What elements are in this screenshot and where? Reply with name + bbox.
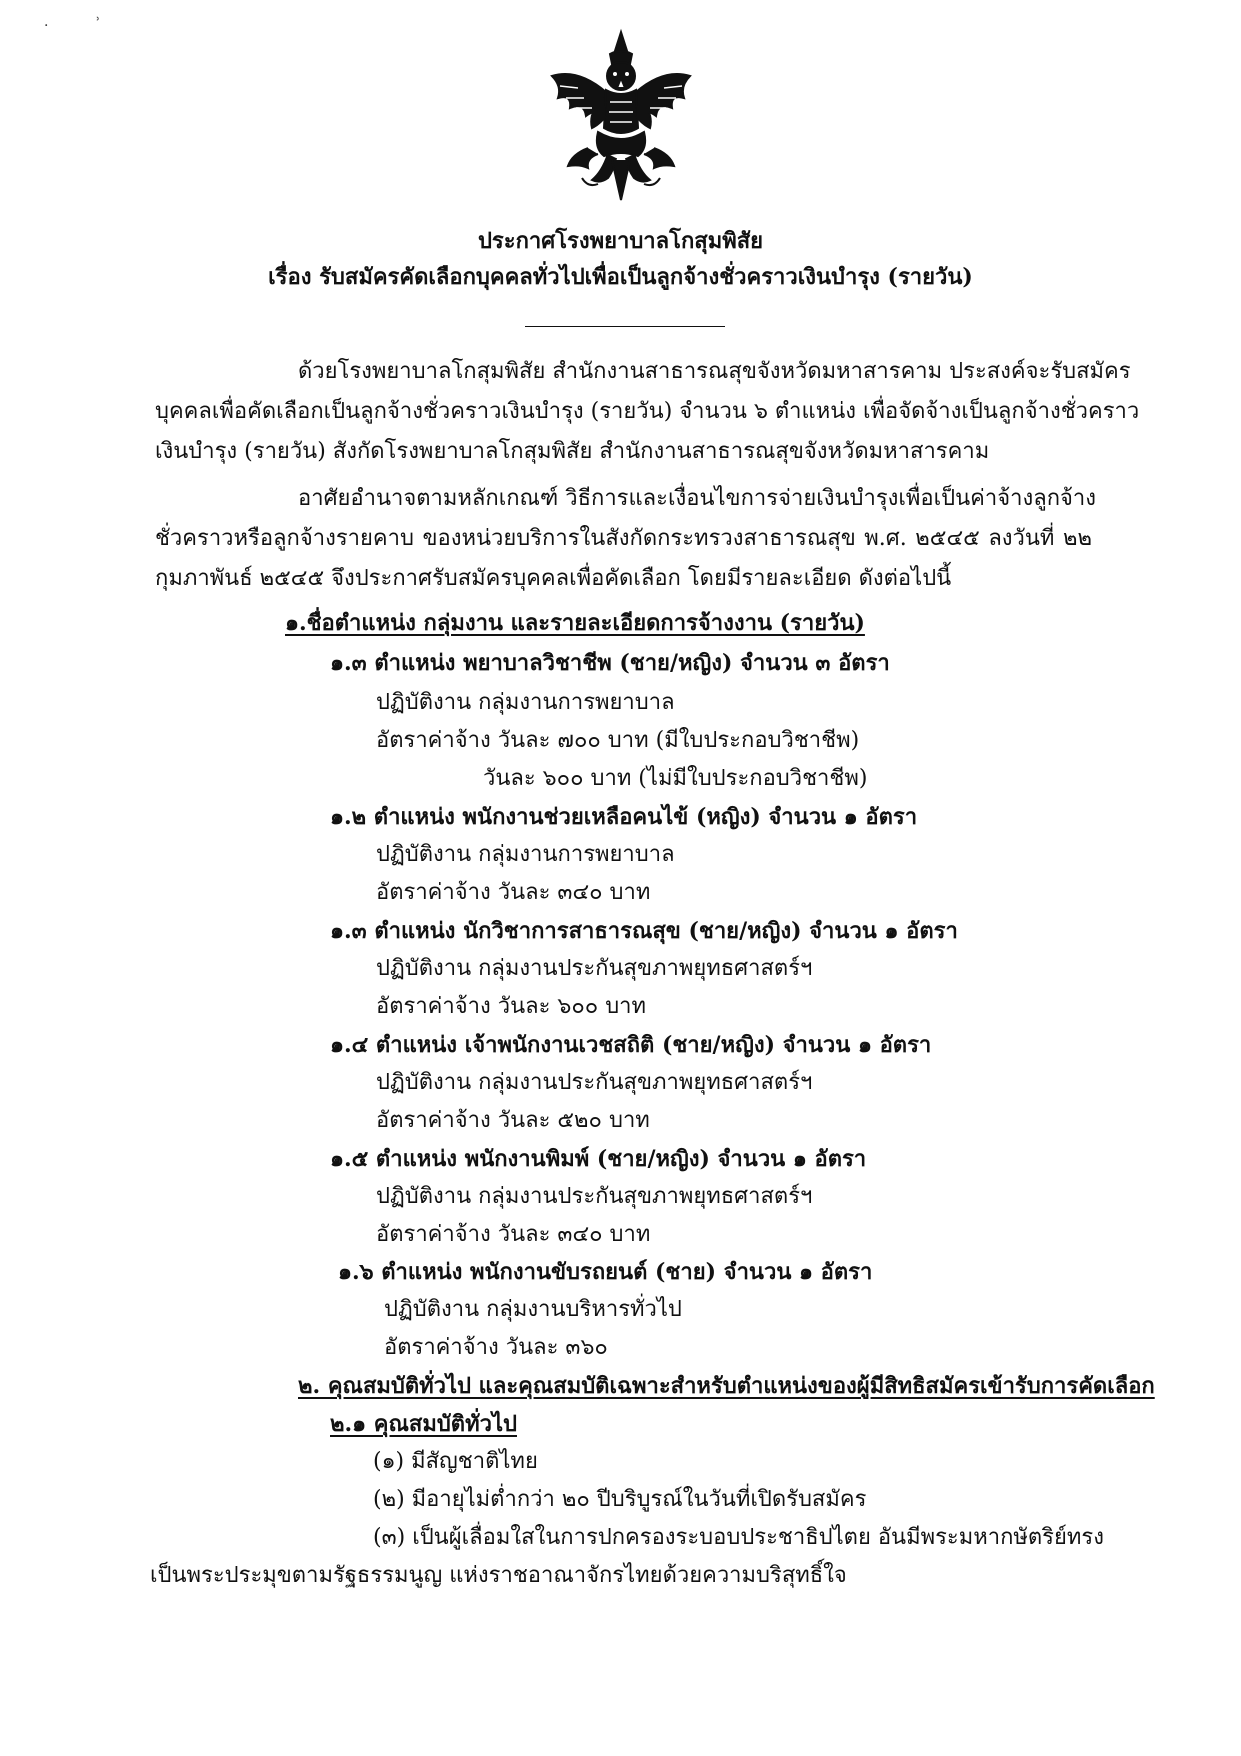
position-wage: อัตราค่าจ้าง วันละ ๗๐๐ บาท (มีใบประกอบวิชาชีพ) [376, 728, 860, 753]
position-title: ๑.๓ ตำแหน่ง พยาบาลวิชาชีพ (ชาย/หญิง) จำนวน ๓ อัตรา [330, 650, 890, 676]
position-title: ๑.๖ ตำแหน่ง พนักงานขับรถยนต์ (ชาย) จำนวน ๑ อัตรา [338, 1259, 873, 1285]
intro-line: อาศัยอำนาจตามหลักเกณฑ์ วิธีการและเงื่อนไขการจ่ายเงินบำรุงเพื่อเป็นค่าจ้างลูกจ้าง [298, 486, 1096, 511]
qualification-item: (๓) เป็นผู้เลื่อมใสในการปกครองระบอบประชาธิปไตย อันมีพระมหากษัตริย์ทรง [373, 1525, 1104, 1550]
position-department: ปฏิบัติงาน กลุ่มงานประกันสุขภาพยุทธศาสตร์ฯ [376, 956, 813, 981]
position-department: ปฏิบัติงาน กลุ่มงานประกันสุขภาพยุทธศาสตร์ฯ [376, 1070, 813, 1095]
qualification-item: (๒) มีอายุไม่ต่ำกว่า ๒๐ ปีบริบูรณ์ในวันที่เปิดรับสมัคร [373, 1487, 867, 1512]
position-wage: อัตราค่าจ้าง วันละ ๓๖๐ [384, 1335, 608, 1360]
position-wage: อัตราค่าจ้าง วันละ ๕๒๐ บาท [376, 1108, 650, 1133]
intro-line: เงินบำรุง (รายวัน) สังกัดโรงพยาบาลโกสุมพิสัย สำนักงานสาธารณสุขจังหวัดมหาสารคาม [155, 439, 990, 464]
position-department: ปฏิบัติงาน กลุ่มงานการพยาบาล [376, 842, 675, 867]
intro-line: กุมภาพันธ์ ๒๕๔๕ จึงประกาศรับสมัครบุคคลเพื่อคัดเลือก โดยมีรายละเอียด ดังต่อไปนี้ [155, 566, 952, 591]
position-title: ๑.๔ ตำแหน่ง เจ้าพนักงานเวชสถิติ (ชาย/หญิง) จำนวน ๑ อัตรา [330, 1032, 932, 1058]
position-wage: อัตราค่าจ้าง วันละ ๖๐๐ บาท [376, 994, 647, 1019]
section-heading: ๒. คุณสมบัติทั่วไป และคุณสมบัติเฉพาะสำหรับตำแหน่งของผู้มีสิทธิสมัครเข้ารับการคัดเลือก [298, 1373, 1155, 1399]
position-wage: อัตราค่าจ้าง วันละ ๓๔๐ บาท [376, 880, 651, 905]
subsection-heading: ๒.๑ คุณสมบัติทั่วไป [330, 1411, 517, 1437]
qualification-item: (๑) มีสัญชาติไทย [373, 1449, 538, 1474]
document-title: ประกาศโรงพยาบาลโกสุมพิสัย [477, 228, 764, 254]
scan-mark: · [44, 18, 49, 34]
section-heading: ๑.ชื่อตำแหน่ง กลุ่มงาน และรายละเอียดการจ้างงาน (รายวัน) [285, 610, 865, 636]
position-title: ๑.๕ ตำแหน่ง พนักงานพิมพ์ (ชาย/หญิง) จำนวน ๑ อัตรา [330, 1146, 867, 1172]
position-department: ปฏิบัติงาน กลุ่มงานบริหารทั่วไป [384, 1297, 682, 1322]
garuda-emblem [548, 28, 694, 210]
position-title: ๑.๒ ตำแหน่ง พนักงานช่วยเหลือคนไข้ (หญิง) จำนวน ๑ อัตรา [330, 804, 918, 830]
title-divider [525, 326, 725, 327]
position-wage: วันละ ๖๐๐ บาท (ไม่มีใบประกอบวิชาชีพ) [483, 766, 868, 791]
position-title: ๑.๓ ตำแหน่ง นักวิชาการสาธารณสุข (ชาย/หญิง) จำนวน ๑ อัตรา [330, 918, 958, 944]
intro-line: ชั่วคราวหรือลูกจ้างรายคาบ ของหน่วยบริการในสังกัดกระทรวงสาธารณสุข พ.ศ. ๒๕๔๕ ลงวันที่ ๒๒ [155, 526, 1092, 551]
document-subject: เรื่อง รับสมัครคัดเลือกบุคคลทั่วไปเพื่อเป็นลูกจ้างชั่วคราวเงินบำรุง (รายวัน) [268, 264, 973, 290]
qualification-item-continued: เป็นพระประมุขตามรัฐธรรมนูญ แห่งราชอาณาจักรไทยด้วยความบริสุทธิ์ใจ [150, 1563, 847, 1588]
position-wage: อัตราค่าจ้าง วันละ ๓๔๐ บาท [376, 1222, 651, 1247]
intro-line: ด้วยโรงพยาบาลโกสุมพิสัย สำนักงานสาธารณสุขจังหวัดมหาสารคาม ประสงค์จะรับสมัคร [298, 359, 1131, 384]
position-department: ปฏิบัติงาน กลุ่มงานประกันสุขภาพยุทธศาสตร์ฯ [376, 1184, 813, 1209]
scan-mark: ˒ [96, 12, 101, 28]
intro-line: บุคคลเพื่อคัดเลือกเป็นลูกจ้างชั่วคราวเงินบำรุง (รายวัน) จำนวน ๖ ตำแหน่ง เพื่อจัดจ้างเป็นลูกจ้างชั่วคราว [155, 399, 1140, 424]
position-department: ปฏิบัติงาน กลุ่มงานการพยาบาล [376, 690, 675, 715]
